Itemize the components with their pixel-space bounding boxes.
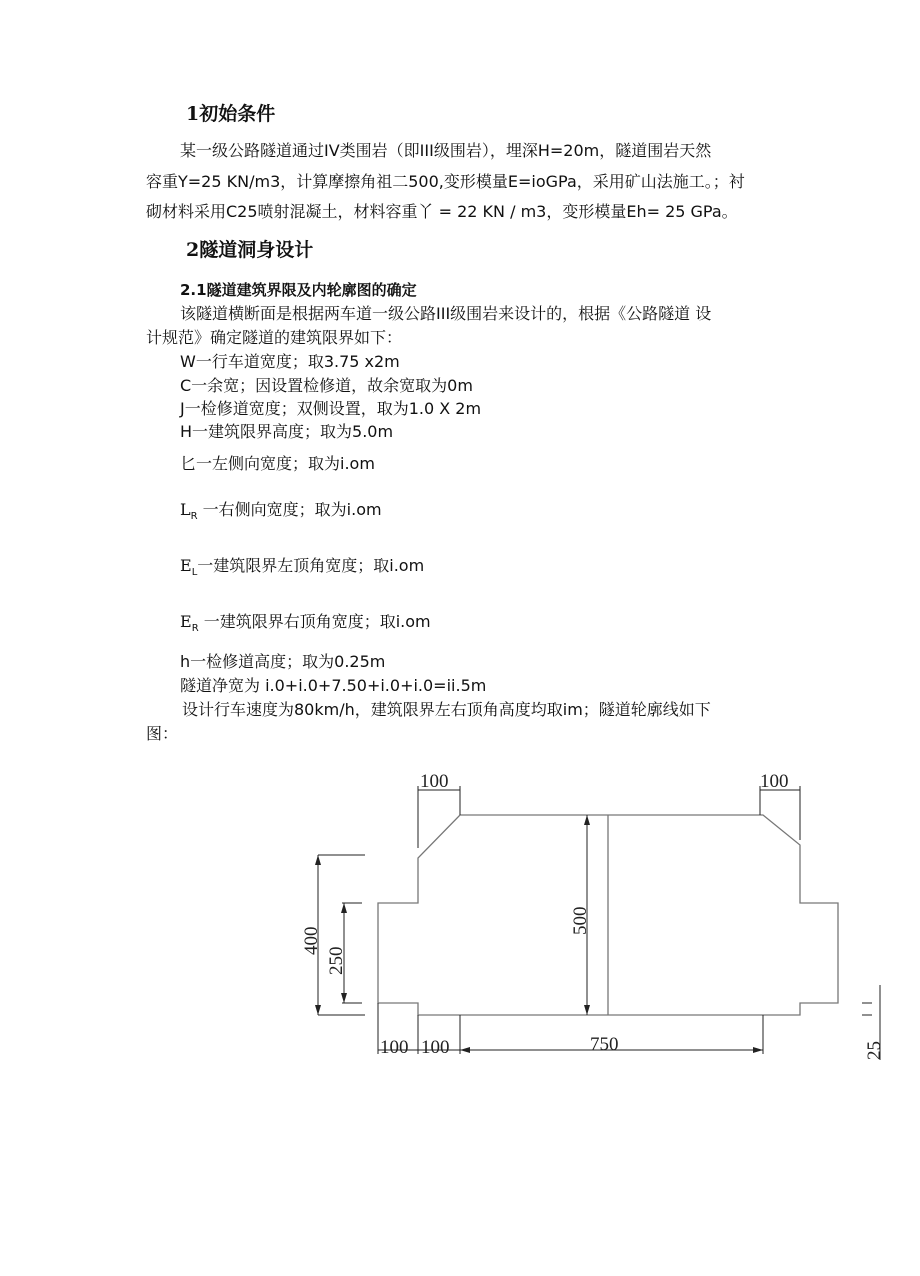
list-item: 匕一左侧向宽度；取为i.om: [180, 454, 375, 473]
section-1-title: 1初始条件: [186, 103, 276, 125]
list-item: J一检修道宽度；双侧设置，取为1.0 X 2m: [180, 399, 482, 418]
paragraph-line: 设计行车速度为80km/h，建筑限界左右顶角高度均取im；隧道轮廓线如下: [182, 700, 711, 719]
symbol-sub: R: [191, 623, 199, 635]
symbol: E: [180, 556, 192, 575]
paragraph-line: 某一级公路隧道通过IV类围岩（即III级围岩），埋深H=20m，隧道围岩天然: [180, 141, 712, 160]
text: 一右侧向宽度；取为i.om: [197, 500, 382, 519]
symbol-sub: R: [190, 511, 198, 523]
dim-bottom-1: 100: [380, 1037, 409, 1058]
paragraph-line: 计规范》确定隧道的建筑限界如下：: [146, 328, 403, 347]
symbol-sub: L: [191, 567, 198, 579]
list-item: W一行车道宽度；取3.75 x2m: [180, 352, 400, 371]
list-item: C一余宽；因设置检修道，故余宽取为0m: [180, 376, 473, 395]
dim-top-left: 100: [420, 771, 449, 792]
symbol: L: [180, 500, 191, 519]
dim-height: 500: [570, 906, 591, 935]
dim-25: 25: [864, 1041, 885, 1060]
dim-750: 750: [590, 1034, 619, 1055]
dim-top-right: 100: [760, 771, 789, 792]
list-item: h一检修道高度；取为0.25m: [180, 652, 386, 671]
subsection-title: 2.1隧道建筑界限及内轮廓图的确定: [180, 281, 417, 299]
symbol: E: [180, 612, 192, 631]
section-2-title: 2隧道洞身设计: [186, 239, 314, 261]
list-item: 隧道净宽为 i.0+i.0+7.50+i.0+i.0=ii.5m: [180, 676, 487, 695]
dim-400: 400: [301, 926, 322, 955]
paragraph-line: 容重Y=25 KN/m3，计算摩擦角祖二500,变形模量E=ioGPa，采用矿山法施工。；衬: [146, 172, 745, 191]
text: 一建筑限界右顶角宽度；取i.om: [198, 612, 431, 631]
text: 一建筑限界左顶角宽度；取i.om: [197, 556, 425, 575]
paragraph-line: 该隧道横断面是根据两车道一级公路III级围岩来设计的，根据《公路隧道 设: [180, 304, 712, 323]
dim-250: 250: [326, 946, 347, 975]
list-item: H一建筑限界高度；取为5.0m: [180, 422, 394, 441]
dim-bottom-2: 100: [421, 1037, 450, 1058]
paragraph-line: 砌材料采用C25喷射混凝土，材料容重丫 = 22 KN / m3，变形模量Eh= 25 GPa。: [146, 202, 738, 221]
dimension-lines: [318, 786, 880, 1060]
paragraph-line: 图：: [146, 724, 179, 743]
